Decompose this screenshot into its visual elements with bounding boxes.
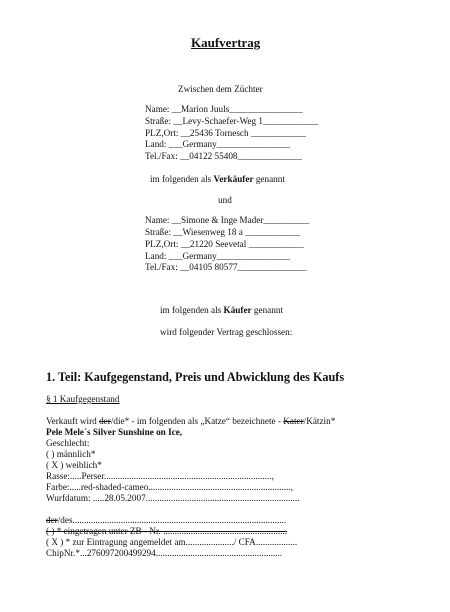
registration-line: ( X ) * zur Eintragung angemeldet am...................../ CFA.................. — [46, 537, 298, 547]
buyer-city-row: PLZ,Ort: __21220 Seevetal ____________ — [145, 239, 304, 249]
birth-date-line: Wurfdatum: .....28.05.2007................................................................... — [46, 493, 300, 503]
gender-female-option: ( X ) weiblich* — [46, 460, 102, 470]
buyer-country-row: Land: ___Germany________________ — [145, 251, 291, 261]
and-label: und — [218, 195, 232, 205]
buyer-tel-row: Tel./Fax: __04105 80577_______________ — [145, 262, 307, 272]
seller-role-line: im folgenden als Verkäufer genannt — [150, 174, 285, 184]
seller-street-row: Straße: __Levy-Schaefer-Weg 1____________ — [145, 116, 319, 126]
contract-intro: wird folgender Vertrag geschlossen: — [160, 327, 293, 337]
buyer-name-row: Name: __Simone & Inge Mader__________ — [145, 215, 310, 225]
chip-number-line: ChipNr.*...276097200499294....................................................... — [46, 548, 283, 558]
gender-male-option: ( ) männlich* — [46, 449, 96, 459]
breed-line: Rasse:.....Perser........................................................................., — [46, 471, 274, 481]
section-1-heading: 1. Teil: Kaufgegenstand, Preis und Abwicklung des Kaufs — [46, 370, 345, 384]
seller-tel-row: Tel./Fax: __04122 55408______________ — [145, 151, 302, 161]
buyer-street-row: Straße: __Wiesenweg 18 a ____________ — [145, 227, 301, 237]
cat-name: Pele Mele´s Silver Sunshine on Ice, — [46, 427, 183, 437]
document-title: Kaufvertrag — [191, 35, 261, 50]
registered-line: ( ) * eingetragen unter ZB - Nr. ...................................................... — [46, 526, 288, 536]
seller-country-row: Land: ___Germany________________ — [145, 139, 291, 149]
parent-line: der/des............................................................................................. — [46, 515, 287, 525]
color-line: Farbe:.....red-shaded-cameo.............................................................., — [46, 482, 293, 492]
between-breeder-label: Zwischen dem Züchter — [178, 84, 263, 94]
gender-label: Geschlecht: — [46, 438, 90, 448]
sale-object-line: Verkauft wird der/die* - im folgenden als „Katze“ bezeichnete - Kater/Kätzin* — [46, 416, 336, 426]
seller-city-row: PLZ,Ort: __25436 Tornesch ____________ — [145, 128, 306, 138]
paragraph-1-heading: § 1 Kaufgegenstand — [46, 394, 120, 404]
seller-name-row: Name: __Marion Juuls________________ — [145, 104, 303, 114]
buyer-role-line: im folgenden als Käufer genannt — [160, 305, 284, 315]
